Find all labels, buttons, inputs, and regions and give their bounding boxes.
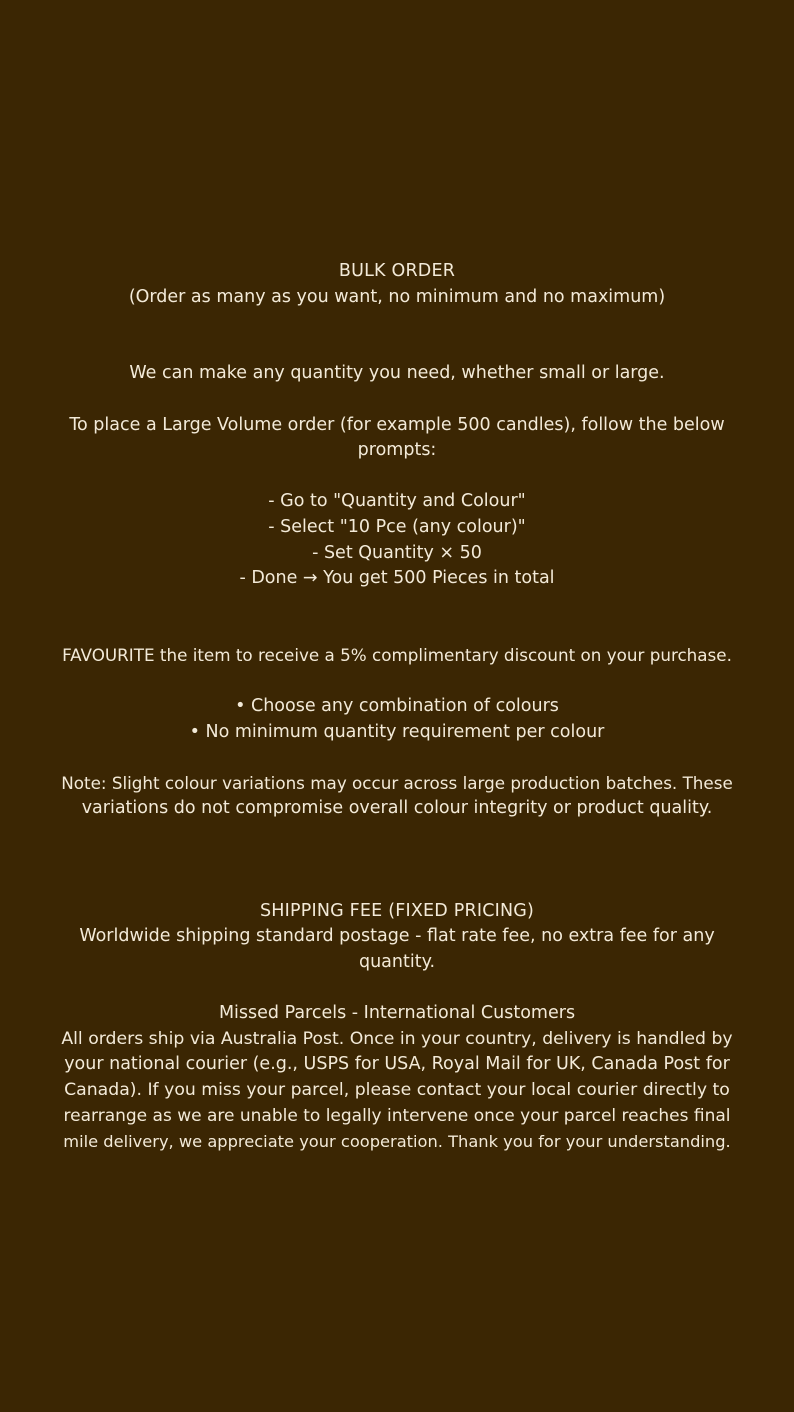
step-item: - Done → You get 500 Pieces in total [239,568,555,589]
step-item: - Select "10 Pce (any colour)" [268,516,526,537]
shipping-title: SHIPPING FEE (FIXED PRICING) [259,900,535,921]
missed-parcels-line: Canada). If you miss your parcel, please contact your local courier directly to [64,1080,730,1101]
bulk-order-intro: We can make any quantity you need, whether small or large. [129,363,665,384]
prompt-text-line-1: To place a Large Volume order (for example 500 candles), follow the below [69,414,725,435]
bulk-order-subtitle: (Order as many as you want, no minimum and no maximum) [128,286,666,307]
missed-parcels-line: mile delivery, we appreciate your cooperation. Thank you for your understanding. [63,1132,731,1152]
bulk-order-title: BULK ORDER [338,261,456,281]
missed-parcels-line: your national courier (e.g., USPS for USA, Royal Mail for UK, Canada Post for [64,1054,730,1075]
step-item: - Set Quantity × 50 [312,542,482,563]
note-line-1: Note: Slight colour variations may occur across large production batches. These [61,772,733,793]
prompt-text-line-2: prompts: [357,440,437,461]
step-item: - Go to "Quantity and Colour" [268,491,526,512]
bullet-item: • No minimum quantity requirement per colour [189,721,605,742]
description-content [60,259,734,1155]
missed-parcels-title: Missed Parcels - International Customers [218,1003,576,1024]
shipping-line-1: Worldwide shipping standard postage - flat rate fee, no extra fee for any [79,926,715,947]
bullet-item: • Choose any combination of colours [235,696,559,717]
missed-parcels-line: All orders ship via Australia Post. Once in your country, delivery is handled by [61,1028,733,1049]
note-line-2: variations do not compromise overall colour integrity or product quality. [81,798,713,819]
shipping-line-2: quantity. [358,952,436,973]
missed-parcels-line: rearrange as we are unable to legally intervene once your parcel reaches final [63,1105,731,1126]
favourite-discount-text: FAVOURITE the item to receive a 5% complimentary discount on your purchase. [62,644,732,665]
